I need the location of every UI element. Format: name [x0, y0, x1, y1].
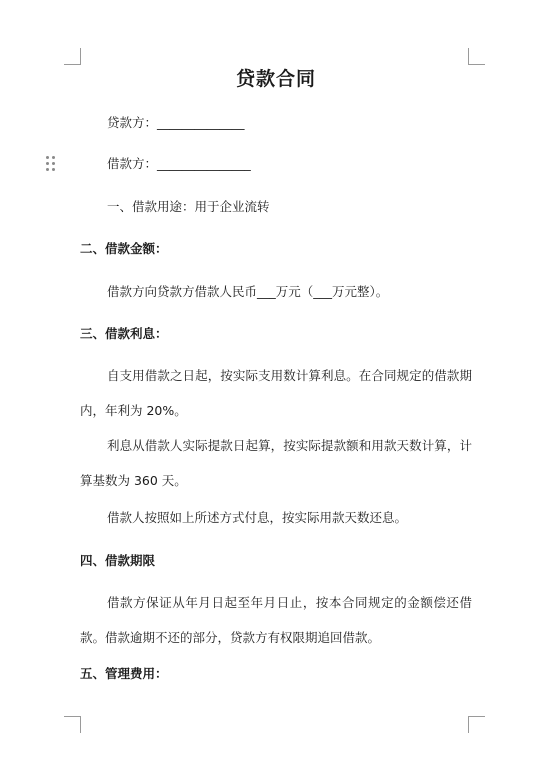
section-5-heading: 五、管理费用： [80, 666, 168, 681]
purpose-line: 一、借款用途：用于企业流转 [107, 199, 270, 214]
crop-mark-bottom-left [64, 716, 81, 733]
section-3-paragraph-3: 借款人按照如上所述方式付息，按实际用款天数还息。 [107, 510, 408, 525]
section-3-heading: 三、借款利息： [80, 326, 168, 341]
section-2-text: 借款方向贷款方借款人民币___万元（___万元整）。 [107, 284, 389, 299]
borrower-line: 借款方：_______________ [107, 156, 251, 171]
section-4-heading: 四、借款期限 [80, 553, 156, 568]
section-3-paragraph-2: 利息从借款人实际提款日起算，按实际提款额和用款天数计算，计算基数为 360 天。 [80, 438, 472, 488]
paragraph-drag-handle-icon[interactable] [46, 156, 56, 172]
section-4-paragraph: 借款方保证从年月日起至年月日止，按本合同规定的金额偿还借款。借款逾期不还的部分，贷款方有权限期追回借款。 [80, 595, 472, 645]
crop-mark-top-left [64, 48, 81, 65]
section-3-paragraph-1: 自支用借款之日起，按实际支用数计算利息。在合同规定的借款期内，年利为 20%。 [80, 368, 472, 418]
section-2-heading: 二、借款金额： [80, 241, 168, 256]
document-title: 贷款合同 [235, 68, 316, 90]
lender-line: 贷款方：______________ [107, 115, 245, 130]
crop-mark-top-right [468, 48, 485, 65]
crop-mark-bottom-right [468, 716, 485, 733]
